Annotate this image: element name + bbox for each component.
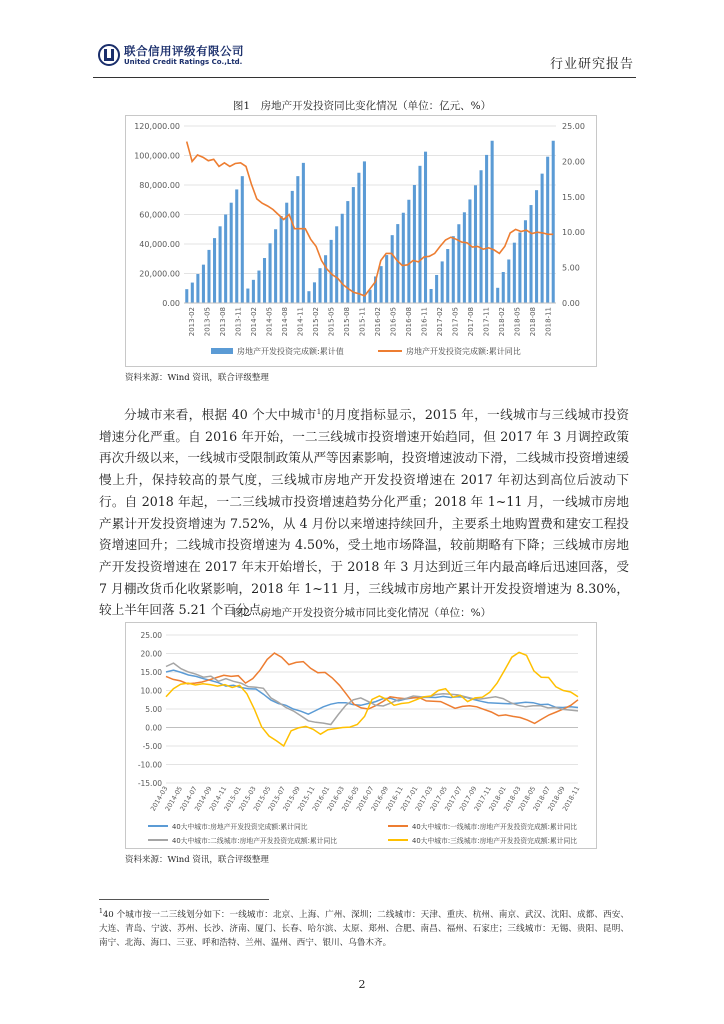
y-tick-label: 25.00 [140, 631, 162, 640]
bar-investment-cumulative [335, 226, 338, 303]
legend-label-2: 40大中城市:一线城市:房地产开发投资完成额:累计同比 [412, 823, 578, 831]
bar-investment-cumulative [435, 275, 438, 303]
bar-investment-cumulative [402, 213, 405, 303]
x-tick-label: 2018-11 [544, 307, 553, 337]
bar-investment-cumulative [485, 155, 488, 303]
x-tick-label: 2018-05 [516, 784, 538, 813]
company-name-cn: 联合信用评级有限公司 [124, 44, 244, 58]
ucr-logo-icon [98, 44, 120, 66]
y-right-tick-label: 15.00 [562, 192, 585, 202]
x-tick-label: 2016-02 [373, 307, 382, 337]
x-tick-label: 2014-02 [249, 307, 258, 337]
bar-investment-cumulative [341, 214, 344, 303]
figure1-source: 资料来源：Wind 资讯，联合评级整理 [125, 373, 269, 383]
bar-investment-cumulative [257, 271, 260, 303]
page-number: 2 [358, 978, 366, 991]
x-tick-label: 2017-01 [399, 784, 420, 813]
bar-investment-cumulative [552, 141, 555, 303]
bar-investment-cumulative [241, 176, 244, 303]
x-tick-label: 2014-11 [207, 784, 229, 813]
bar-investment-cumulative [307, 291, 310, 303]
footnote-reference[interactable]: 1 [316, 407, 322, 416]
bar-investment-cumulative [407, 200, 410, 303]
bar-investment-cumulative [263, 258, 266, 303]
bar-investment-cumulative [363, 161, 366, 303]
x-tick-label: 2016-11 [420, 307, 429, 337]
x-tick-label: 2014-09 [193, 784, 214, 813]
y-tick-label: -15.00 [137, 779, 162, 788]
bar-investment-cumulative [424, 152, 427, 303]
x-tick-label: 2018-11 [560, 784, 582, 813]
series-line-4 [166, 652, 578, 746]
y-tick-label: 15.00 [140, 668, 162, 677]
x-tick-label: 2017-05 [428, 784, 449, 813]
x-tick-label: 2018-02 [497, 307, 506, 337]
bar-investment-cumulative [213, 238, 216, 303]
bar-investment-cumulative [480, 170, 483, 303]
bar-investment-cumulative [529, 205, 532, 303]
figure2-chart [125, 622, 597, 849]
bar-investment-cumulative [313, 282, 316, 303]
bar-investment-cumulative [396, 224, 399, 303]
bar-investment-cumulative [535, 190, 538, 303]
bar-investment-cumulative [185, 289, 188, 303]
x-tick-label: 2015-09 [281, 784, 302, 813]
body-paragraph-start: 分城市来看，根据 40 个大中城市 [124, 407, 317, 422]
x-tick-label: 2015-05 [251, 784, 273, 813]
bar-investment-cumulative [302, 163, 305, 303]
x-tick-label: 2016-05 [340, 784, 361, 813]
bar-investment-cumulative [280, 216, 283, 303]
x-tick-label: 2016-11 [384, 784, 405, 813]
x-tick-label: 2018-08 [528, 307, 537, 337]
footnote-marker: 1 [99, 908, 103, 915]
bar-investment-cumulative [474, 185, 477, 303]
bar-investment-cumulative [518, 232, 521, 303]
figure1-svg [126, 116, 596, 366]
bar-investment-cumulative [230, 203, 233, 303]
figure2-source: 资料来源：Wind 资讯，联合评级整理 [125, 855, 269, 865]
x-tick-label: 2014-07 [178, 784, 199, 813]
bar-investment-cumulative [513, 243, 516, 303]
footnote-text: 40 个城市按一二三线划分如下：一线城市：北京、上海、广州、深圳；二线城市：天津、重庆、杭州、南京、武汉、沈阳、成都、西安、大连、青岛、宁波、苏州、长沙、济南、厦门、长春、哈尔滨、太原、郑州、合肥、南昌、福州、石家庄；三线城市：无锡、贵阳、昆明、南宁、北海、海口、三亚、呼和浩特、兰州、温州、西宁、银川、乌鲁木齐。 [99, 909, 629, 948]
y-right-tick-label: 5.00 [562, 263, 580, 273]
x-tick-label: 2014-05 [265, 307, 274, 337]
bar-investment-cumulative [191, 283, 194, 303]
bar-investment-cumulative [491, 141, 494, 303]
y-tick-label: -10.00 [137, 760, 162, 770]
y-right-tick-label: 25.00 [562, 122, 585, 131]
bar-investment-cumulative [541, 174, 544, 303]
legend-label-4: 40大中城市:三线城市:房地产开发投资完成额:累计同比 [412, 837, 578, 845]
figure2-svg [126, 623, 596, 848]
bar-investment-cumulative [468, 199, 471, 303]
figure1-title: 图1 房地产开发投资同比变化情况（单位：亿元、%） [232, 100, 492, 112]
figure2-title: 图2 房地产开发投资分城市同比变化情况（单位：%） [232, 607, 492, 619]
x-tick-label: 2017-08 [466, 307, 475, 337]
x-tick-label: 2014-05 [163, 784, 185, 813]
y-right-tick-label: 0.00 [562, 299, 580, 308]
x-tick-label: 2016-07 [354, 784, 376, 813]
y-left-tick-label: 0.00 [162, 299, 180, 308]
x-tick-label: 2017-07 [443, 784, 464, 813]
footnote [99, 905, 629, 950]
y-tick-label: -5.00 [142, 742, 162, 751]
y-left-tick-label: 20,000.00 [139, 269, 180, 279]
x-tick-label: 2017-11 [472, 784, 494, 813]
x-tick-label: 2018-09 [546, 784, 567, 813]
x-tick-label: 2013-08 [218, 307, 227, 337]
bar-investment-cumulative [252, 280, 255, 303]
bar-investment-cumulative [546, 157, 549, 303]
y-left-tick-label: 60,000.00 [139, 210, 180, 220]
y-left-tick-label: 100,000.00 [134, 151, 180, 161]
bar-investment-cumulative [274, 229, 277, 303]
y-left-tick-label: 80,000.00 [139, 181, 180, 190]
body-paragraph [99, 404, 629, 621]
x-tick-label: 2015-08 [342, 307, 351, 337]
bar-investment-cumulative [457, 224, 460, 303]
x-tick-label: 2016-03 [325, 784, 346, 813]
series-line-2 [166, 653, 578, 723]
footnote-divider [99, 899, 269, 900]
x-tick-label: 2015-03 [237, 784, 258, 813]
y-tick-label: 10.00 [140, 686, 162, 696]
x-tick-label: 2017-03 [413, 784, 435, 813]
x-tick-label: 2017-09 [457, 784, 479, 813]
x-tick-label: 2015-07 [266, 784, 288, 813]
bar-investment-cumulative [196, 274, 199, 303]
legend-label-1: 40大中城市:房地产开发投资完成额:累计同比 [172, 823, 308, 831]
bar-investment-cumulative [507, 259, 510, 303]
bar-investment-cumulative [202, 265, 205, 303]
body-paragraph-rest: 的月度指标显示，2015 年，一线城市与三线城市投资增速分化严重。自 2016 年开始，一二三线城市投资增速开始趋同，但 2017 年 3 月调控政策再次升级以来，一线城市受限制政策从严等因素影响，投资增速波动下滑，二线城市投资增速缓慢上升，保持较高的景气度，三线城市房地产开发投资增速在 2017 年初达到高位后波动下行。自 2018 年起，一二三线城市投资增速趋势分化严重；2018 年 1~11 月，一线城市房地产累计开发投资增速为 7.52%，从 4 月份以来增速持续回升，主要系土地购置费和建安工程投资增速回升；二线城市投资增速为 4.50%，受土地市场降温，较前期略有下降；三线城市房地产开发投资增速在 2017 年末开始增长，于 2018 年 3 月达到近三年内最高峰后迅速回落，受 7 月棚改货币化收紧影响，2018 年 1~11 月，三线城市房地产累计开发投资增速为 8.30%，较上半年回落 5.21 个百分点。 [99, 407, 629, 618]
bar-investment-cumulative [380, 266, 383, 303]
header-divider [93, 77, 636, 78]
x-tick-label: 2015-01 [222, 784, 243, 813]
x-tick-label: 2013-02 [187, 307, 196, 337]
legend-swatch-bar [211, 348, 233, 354]
x-tick-label: 2015-11 [358, 307, 367, 337]
legend-label-3: 40大中城市:二线城市:房地产开发投资完成额:累计同比 [172, 837, 338, 845]
bar-investment-cumulative [446, 249, 449, 303]
y-left-tick-label: 120,000.00 [134, 122, 180, 131]
x-tick-label: 2013-05 [203, 307, 212, 337]
x-tick-label: 2015-05 [327, 307, 336, 337]
x-tick-label: 2016-01 [310, 784, 332, 813]
bar-investment-cumulative [413, 185, 416, 303]
bar-investment-cumulative [502, 272, 505, 303]
bar-investment-cumulative [235, 189, 238, 303]
x-tick-label: 2015-11 [296, 784, 317, 813]
legend-label-bar: 房地产开发投资完成额:累计值 [237, 347, 344, 356]
bar-investment-cumulative [524, 220, 527, 303]
bar-investment-cumulative [368, 290, 371, 303]
bar-investment-cumulative [324, 255, 327, 303]
x-tick-label: 2018-07 [531, 784, 552, 813]
bar-investment-cumulative [357, 173, 360, 303]
y-right-tick-label: 10.00 [562, 228, 585, 238]
bar-investment-cumulative [246, 289, 249, 303]
y-tick-label: 0.00 [145, 723, 162, 733]
bar-investment-cumulative [452, 236, 455, 303]
bar-investment-cumulative [291, 191, 294, 303]
bar-investment-cumulative [269, 243, 272, 303]
bar-investment-cumulative [496, 288, 499, 303]
bar-investment-cumulative [219, 226, 222, 303]
bar-investment-cumulative [296, 176, 299, 303]
bar-investment-cumulative [207, 250, 210, 303]
bar-investment-cumulative [319, 268, 322, 303]
legend-label-line: 房地产开发投资完成额:累计同比 [406, 347, 521, 356]
y-tick-label: 20.00 [140, 649, 162, 659]
x-tick-label: 2018-03 [502, 784, 523, 813]
x-tick-label: 2016-09 [369, 784, 391, 813]
x-tick-label: 2013-11 [234, 307, 243, 337]
bar-investment-cumulative [430, 289, 433, 303]
x-tick-label: 2018-01 [487, 784, 508, 813]
figure1-chart [125, 115, 597, 367]
x-tick-label: 2017-11 [482, 307, 491, 337]
x-tick-label: 2017-05 [451, 307, 460, 337]
y-left-tick-label: 40,000.00 [139, 240, 180, 249]
x-tick-label: 2016-08 [404, 307, 413, 337]
x-tick-label: 2015-02 [311, 307, 320, 337]
bar-investment-cumulative [418, 166, 421, 303]
x-tick-label: 2014-11 [296, 307, 305, 337]
x-tick-label: 2014-08 [280, 307, 289, 337]
bar-investment-cumulative [391, 235, 394, 303]
y-tick-label: 5.00 [145, 705, 162, 714]
bar-investment-cumulative [224, 215, 227, 304]
y-right-tick-label: 20.00 [562, 157, 585, 167]
company-name-en: United Credit Ratings Co.,Ltd. [124, 58, 243, 66]
bar-investment-cumulative [441, 261, 444, 303]
report-type-label: 行业研究报告 [549, 57, 634, 72]
bar-investment-cumulative [463, 212, 466, 303]
x-tick-label: 2014-03 [148, 784, 170, 813]
bar-investment-cumulative [385, 255, 388, 303]
x-tick-label: 2018-05 [513, 307, 522, 337]
x-tick-label: 2016-05 [389, 307, 398, 337]
x-tick-label: 2017-02 [435, 307, 444, 337]
bar-investment-cumulative [352, 187, 355, 303]
